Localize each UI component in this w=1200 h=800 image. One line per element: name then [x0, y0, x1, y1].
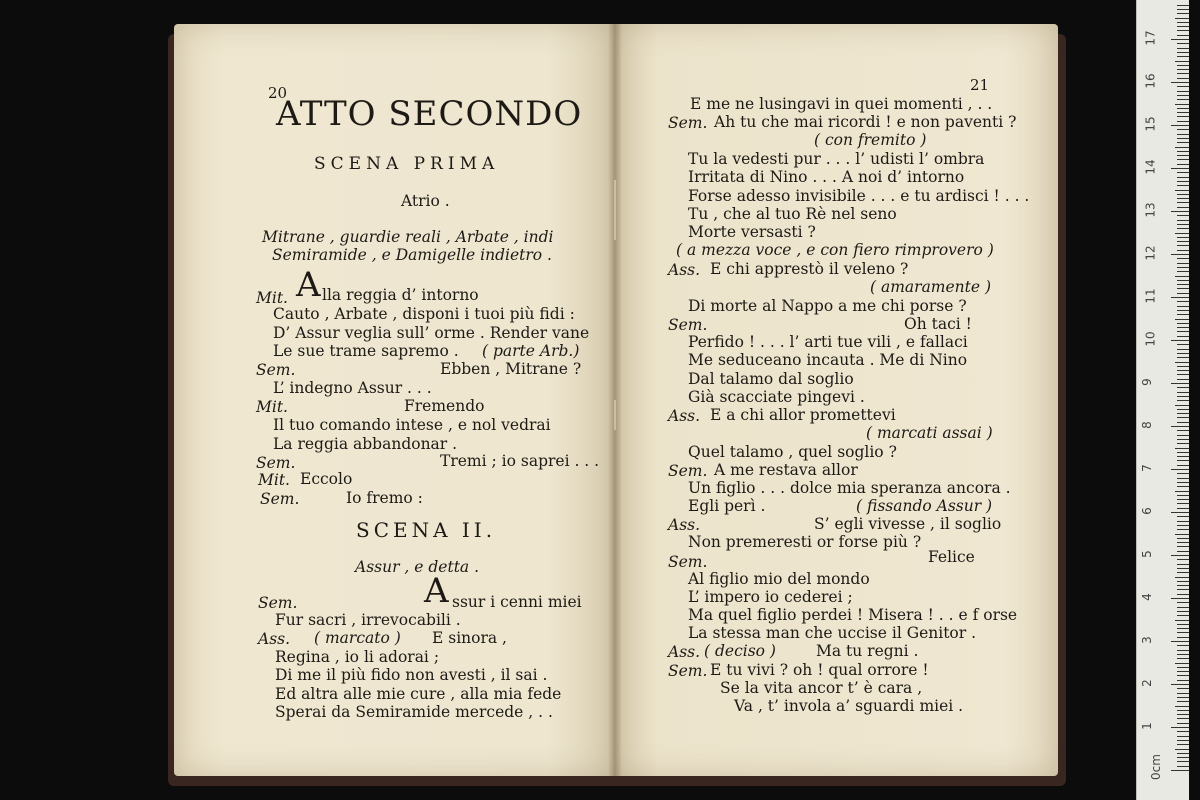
ruler-tick [1175, 491, 1189, 492]
ruler-tick [1177, 430, 1189, 431]
ruler-tick [1177, 258, 1189, 259]
ruler-tick [1171, 469, 1189, 470]
ruler-tick [1177, 151, 1189, 152]
ruler-tick [1177, 478, 1189, 479]
ruler-tick [1177, 585, 1189, 586]
verse-line: lla reggia d’ intorno [322, 286, 479, 304]
ruler-tick [1177, 422, 1189, 423]
ruler-tick [1177, 121, 1189, 122]
ruler-tick [1177, 392, 1189, 393]
ruler-tick [1171, 426, 1189, 427]
ruler-tick [1177, 602, 1189, 603]
right-page-number: 21 [970, 76, 990, 94]
verse-line: A me restava allor [714, 461, 858, 479]
ruler-tick [1177, 159, 1189, 160]
verse-line: Fremendo [404, 397, 485, 415]
ruler-tick [1177, 220, 1189, 221]
ruler-tick [1177, 572, 1189, 573]
speaker: Ass. [668, 643, 701, 661]
ruler-tick [1177, 65, 1189, 66]
ruler-tick [1177, 288, 1189, 289]
verse-line: Io fremo : [346, 489, 423, 507]
act-title: ATTO SECONDO [276, 94, 583, 134]
ruler-tick [1177, 650, 1189, 651]
ruler-tick [1177, 198, 1189, 199]
verse-line: E tu vivi ? oh ! qual orrore ! [710, 661, 929, 679]
verse-line: Sperai da Semiramide mercede , . . [275, 703, 553, 721]
ruler-tick [1177, 671, 1189, 672]
ruler-tick [1177, 435, 1189, 436]
ruler-tick [1177, 611, 1189, 612]
ruler-tick [1177, 508, 1189, 509]
ruler-tick [1177, 710, 1189, 711]
ruler-tick [1177, 56, 1189, 57]
speaker: Ass. [258, 630, 291, 648]
drop-cap: A [424, 571, 449, 611]
ruler-tick [1177, 370, 1189, 371]
drop-cap: A [296, 265, 321, 305]
verse-line: L’ indegno Assur . . . [273, 379, 432, 397]
verse-line: Egli perì . [688, 497, 766, 515]
ruler-tick [1177, 387, 1189, 388]
ruler-tick [1177, 327, 1189, 328]
ruler-tick [1177, 69, 1189, 70]
ruler-number: 6 [1139, 507, 1154, 515]
ruler-number: 7 [1139, 464, 1154, 472]
ruler-tick [1171, 254, 1189, 255]
ruler-tick [1177, 52, 1189, 53]
ruler-tick [1177, 761, 1189, 762]
ruler-tick [1177, 73, 1189, 74]
ruler-tick [1177, 607, 1189, 608]
ruler-tick [1177, 228, 1189, 229]
ruler-tick [1177, 9, 1189, 10]
ruler-tick [1177, 417, 1189, 418]
ruler-tick [1171, 684, 1189, 685]
verse-line: La reggia abbandonar . [273, 435, 458, 453]
ruler-tick [1177, 658, 1189, 659]
verse-line: Tu la vedesti pur . . . l’ udisti l’ ombra [688, 150, 985, 168]
ruler-tick [1177, 116, 1189, 117]
ruler-tick [1177, 744, 1189, 745]
verse-line: E sinora , [432, 629, 507, 647]
ruler-tick [1175, 706, 1189, 707]
ruler-number: 1 [1139, 722, 1154, 730]
ruler-number: 14 [1143, 159, 1158, 175]
ruler-tick [1177, 357, 1189, 358]
verse-line: Perfido ! . . . l’ arti tue vili , e fallaci [688, 333, 968, 351]
verse-line: Di me il più fido non avesti , il sai . [275, 666, 548, 684]
ruler-tick [1177, 723, 1189, 724]
ruler-tick [1177, 86, 1189, 87]
ruler-tick [1177, 714, 1189, 715]
ruler-tick [1177, 181, 1189, 182]
verse-line: Quel talamo , quel soglio ? [688, 443, 897, 461]
ruler-tick [1171, 39, 1189, 40]
ruler-tick [1177, 35, 1189, 36]
verse-line: Tremi ; io saprei . . . [440, 452, 600, 470]
ruler-tick [1177, 13, 1189, 14]
ruler-number: 2 [1139, 679, 1154, 687]
ruler-tick [1177, 267, 1189, 268]
verse-line: Va , t’ invola a’ sguardi miei . [734, 697, 964, 715]
ruler-tick [1177, 194, 1189, 195]
verse-line: Non premeresti or forse più ? [688, 533, 922, 551]
aside: ( fissando Assur ) [856, 497, 993, 515]
ruler-tick [1177, 452, 1189, 453]
verse-line: Felice [928, 548, 975, 566]
ruler-number: 13 [1143, 202, 1158, 218]
aside: ( a mezza voce , e con fiero rimprovero ) [676, 241, 994, 259]
ruler-tick [1177, 172, 1189, 173]
speaker: Sem. [668, 553, 708, 571]
binding-thread [614, 180, 616, 240]
verse-line: Ma quel figlio perdei ! Misera ! . . e f orse [688, 606, 1018, 624]
ruler-tick [1177, 460, 1189, 461]
ruler-tick [1177, 529, 1189, 530]
aside: ( marcati assai ) [866, 424, 993, 442]
ruler-tick [1175, 147, 1189, 148]
aside: ( amaramente ) [870, 278, 992, 296]
scene-heading: SCENA PRIMA [314, 154, 500, 174]
ruler-tick [1177, 753, 1189, 754]
stage-direction: Mitrane , guardie reali , Arbate , indi [262, 228, 554, 246]
ruler-tick [1171, 168, 1189, 169]
ruler-tick [1177, 336, 1189, 337]
ruler-tick [1177, 701, 1189, 702]
ruler-tick [1171, 512, 1189, 513]
ruler-tick [1177, 516, 1189, 517]
ruler-tick [1175, 663, 1189, 664]
ruler-tick [1177, 293, 1189, 294]
ruler-tick [1177, 134, 1189, 135]
ruler-tick [1177, 503, 1189, 504]
speaker: Mit. [258, 471, 290, 489]
verse-line: Il tuo comando intese , e nol vedrai [273, 416, 551, 434]
verse-line: D’ Assur veglia sull’ orme . Render vane [273, 324, 590, 342]
ruler-tick [1177, 271, 1189, 272]
ruler-tick [1171, 125, 1189, 126]
ruler-tick [1175, 276, 1189, 277]
ruler-tick [1177, 366, 1189, 367]
ruler-tick [1171, 340, 1189, 341]
binding-thread [614, 400, 616, 430]
ruler-tick [1177, 344, 1189, 345]
ruler-tick [1175, 104, 1189, 105]
ruler-tick [1177, 284, 1189, 285]
ruler-tick [1177, 5, 1189, 6]
ruler-tick [1177, 99, 1189, 100]
stage-direction: Semiramide , e Damigelle indietro . [272, 246, 552, 264]
ruler-tick [1171, 211, 1189, 212]
ruler-tick [1177, 129, 1189, 130]
ruler-tick [1171, 770, 1189, 771]
ruler-tick [1177, 409, 1189, 410]
verse-line: E chi apprestò il veleno ? [710, 260, 909, 278]
verse-line: L’ impero io cederei ; [688, 588, 853, 606]
ruler-tick [1177, 559, 1189, 560]
ruler-tick [1171, 727, 1189, 728]
ruler-tick [1177, 499, 1189, 500]
ruler-tick [1177, 30, 1189, 31]
ruler-tick [1177, 155, 1189, 156]
verse-line: Ed altra alle mie cure , alla mia fede [275, 685, 562, 703]
ruler-tick [1177, 693, 1189, 694]
verse-line: Forse adesso invisibile . . . e tu ardisci ! . . . [688, 187, 1030, 205]
verse-line: E a chi allor promettevi [710, 406, 896, 424]
ruler-tick [1177, 473, 1189, 474]
ruler-tick [1177, 396, 1189, 397]
stage-direction: Assur , e detta . [355, 558, 480, 576]
ruler-tick [1177, 525, 1189, 526]
ruler-tick [1177, 263, 1189, 264]
ruler-tick [1177, 718, 1189, 719]
verse-line: Irritata di Nino . . . A noi d’ intorno [688, 168, 965, 186]
ruler-tick [1177, 628, 1189, 629]
ruler-tick [1177, 624, 1189, 625]
verse-line: Tu , che al tuo Rè nel seno [688, 205, 897, 223]
ruler-tick [1177, 486, 1189, 487]
ruler-tick [1177, 731, 1189, 732]
ruler-tick [1177, 112, 1189, 113]
ruler-tick [1177, 207, 1189, 208]
verse-line: Le sue trame sapremo . [273, 342, 459, 360]
verse-line: E me ne lusingavi in quei momenti , . . [690, 95, 993, 113]
ruler-tick [1177, 185, 1189, 186]
verse-line: Già scacciate pingevi . [688, 388, 865, 406]
ruler-tick [1177, 237, 1189, 238]
ruler-tick [1171, 598, 1189, 599]
ruler-tick [1177, 482, 1189, 483]
speaker: Mit. [256, 289, 288, 307]
verse-line: Dal talamo dal soglio [688, 370, 854, 388]
speaker: Ass. [668, 516, 701, 534]
speaker: Sem. [668, 316, 708, 334]
ruler-number: 12 [1143, 245, 1158, 261]
ruler-tick [1177, 736, 1189, 737]
ruler-tick [1177, 564, 1189, 565]
ruler-tick [1177, 542, 1189, 543]
ruler-tick [1177, 439, 1189, 440]
ruler-tick [1175, 577, 1189, 578]
ruler-tick [1177, 224, 1189, 225]
ruler-tick [1177, 637, 1189, 638]
speaker: Sem. [256, 361, 296, 379]
ruler-tick [1177, 615, 1189, 616]
ruler-tick [1177, 331, 1189, 332]
ruler-tick [1177, 314, 1189, 315]
ruler-tick [1177, 138, 1189, 139]
speaker: Sem. [256, 454, 296, 472]
ruler-tick [1177, 667, 1189, 668]
scene-heading: SCENA II. [356, 518, 497, 542]
verse-line: S’ egli vivesse , il soglio [814, 515, 1002, 533]
speaker: Sem. [668, 462, 708, 480]
ruler-tick [1175, 233, 1189, 234]
ruler-tick [1175, 749, 1189, 750]
ruler-tick [1177, 26, 1189, 27]
ruler-tick [1175, 319, 1189, 320]
ruler-tick [1177, 645, 1189, 646]
ruler-tick [1175, 405, 1189, 406]
ruler-unit-label: 0cm [1148, 754, 1163, 780]
ruler-tick [1175, 190, 1189, 191]
aside: ( parte Arb.) [482, 342, 580, 360]
verse-line: Se la vita ancor t’ è cara , [720, 679, 923, 697]
ruler-number: 10 [1143, 331, 1158, 347]
verse-line: Eccolo [300, 470, 353, 488]
ruler-tick [1171, 82, 1189, 83]
aside: ( deciso ) [704, 642, 776, 660]
ruler-tick [1177, 48, 1189, 49]
ruler-tick [1177, 95, 1189, 96]
ruler-tick [1177, 310, 1189, 311]
ruler-tick [1177, 654, 1189, 655]
ruler-tick [1177, 538, 1189, 539]
ruler-tick [1177, 374, 1189, 375]
verse-line: Oh taci ! [904, 315, 972, 333]
ruler-tick [1177, 757, 1189, 758]
ruler-number: 16 [1143, 73, 1158, 89]
ruler-number: 15 [1143, 116, 1158, 132]
verse-line: Fur sacri , irrevocabili . [275, 611, 461, 629]
ruler-number: 11 [1143, 288, 1158, 304]
setting-line: Atrio . [401, 192, 450, 210]
ruler-tick [1177, 353, 1189, 354]
left-page-number: 20 [268, 84, 288, 102]
aside: ( marcato ) [314, 629, 401, 647]
ruler-tick [1177, 632, 1189, 633]
ruler-tick [1177, 688, 1189, 689]
ruler-tick [1177, 301, 1189, 302]
ruler-tick [1177, 581, 1189, 582]
ruler-tick [1177, 766, 1189, 767]
verse-line: Ma tu regni . [816, 642, 919, 660]
ruler-number: 5 [1139, 550, 1154, 558]
ruler-tick [1177, 413, 1189, 414]
ruler-tick [1177, 43, 1189, 44]
verse-line: Al figlio mio del mondo [688, 570, 870, 588]
verse-line: Un figlio . . . dolce mia speranza ancora . [688, 479, 1011, 497]
ruler-tick [1177, 680, 1189, 681]
measurement-ruler [1136, 0, 1189, 800]
ruler-tick [1177, 22, 1189, 23]
ruler-tick [1177, 78, 1189, 79]
ruler-tick [1177, 568, 1189, 569]
ruler-tick [1175, 534, 1189, 535]
ruler-tick [1177, 306, 1189, 307]
speaker: Ass. [668, 407, 701, 425]
verse-line: Regina , io li adorai ; [275, 648, 440, 666]
ruler-tick [1175, 18, 1189, 19]
ruler-tick [1175, 448, 1189, 449]
ruler-tick [1177, 323, 1189, 324]
verse-line: Ah tu che mai ricordi ! e non paventi ? [714, 113, 1017, 131]
ruler-tick [1177, 589, 1189, 590]
ruler-tick [1177, 400, 1189, 401]
ruler-number: 17 [1143, 30, 1158, 46]
ruler-tick [1171, 641, 1189, 642]
ruler-tick [1177, 142, 1189, 143]
ruler-tick [1177, 740, 1189, 741]
ruler-tick [1171, 555, 1189, 556]
speaker: Sem. [668, 114, 708, 132]
verse-line: Me seduceano incauta . Me di Nino [688, 351, 968, 369]
ruler-tick [1175, 61, 1189, 62]
ruler-tick [1177, 521, 1189, 522]
ruler-tick [1177, 91, 1189, 92]
ruler-tick [1177, 202, 1189, 203]
ruler-tick [1177, 280, 1189, 281]
ruler-tick [1175, 362, 1189, 363]
ruler-tick [1177, 675, 1189, 676]
ruler-number: 9 [1139, 378, 1154, 386]
ruler-tick [1171, 383, 1189, 384]
speaker: Sem. [258, 594, 298, 612]
aside: ( con fremito ) [814, 131, 927, 149]
ruler-tick [1175, 620, 1189, 621]
verse-line: Cauto , Arbate , disponi i tuoi più fidi : [273, 305, 575, 323]
ruler-tick [1177, 241, 1189, 242]
verse-line: ssur i cenni miei [452, 593, 582, 611]
ruler-tick [1177, 551, 1189, 552]
ruler-tick [1177, 177, 1189, 178]
verse-line: Di morte al Nappo a me chi porse ? [688, 297, 967, 315]
ruler-number: 8 [1139, 421, 1154, 429]
ruler-tick [1177, 697, 1189, 698]
ruler-tick [1177, 245, 1189, 246]
speaker: Sem. [668, 662, 708, 680]
ruler-tick [1177, 465, 1189, 466]
ruler-tick [1177, 594, 1189, 595]
ruler-tick [1177, 108, 1189, 109]
verse-line: Ebben , Mitrane ? [440, 360, 582, 378]
verse-line: La stessa man che uccise il Genitor . [688, 624, 977, 642]
ruler-tick [1171, 297, 1189, 298]
ruler-tick [1177, 443, 1189, 444]
ruler-tick [1177, 456, 1189, 457]
ruler-number: 4 [1139, 593, 1154, 601]
ruler-tick [1177, 164, 1189, 165]
ruler-tick [1177, 379, 1189, 380]
ruler-tick [1177, 546, 1189, 547]
ruler-tick [1177, 250, 1189, 251]
verse-line: Morte versasti ? [688, 223, 816, 241]
speaker: Ass. [668, 261, 701, 279]
ruler-number: 3 [1139, 636, 1154, 644]
speaker: Sem. [260, 490, 300, 508]
ruler-tick [1177, 495, 1189, 496]
ruler-tick [1177, 349, 1189, 350]
speaker: Mit. [256, 398, 288, 416]
ruler-tick [1177, 215, 1189, 216]
